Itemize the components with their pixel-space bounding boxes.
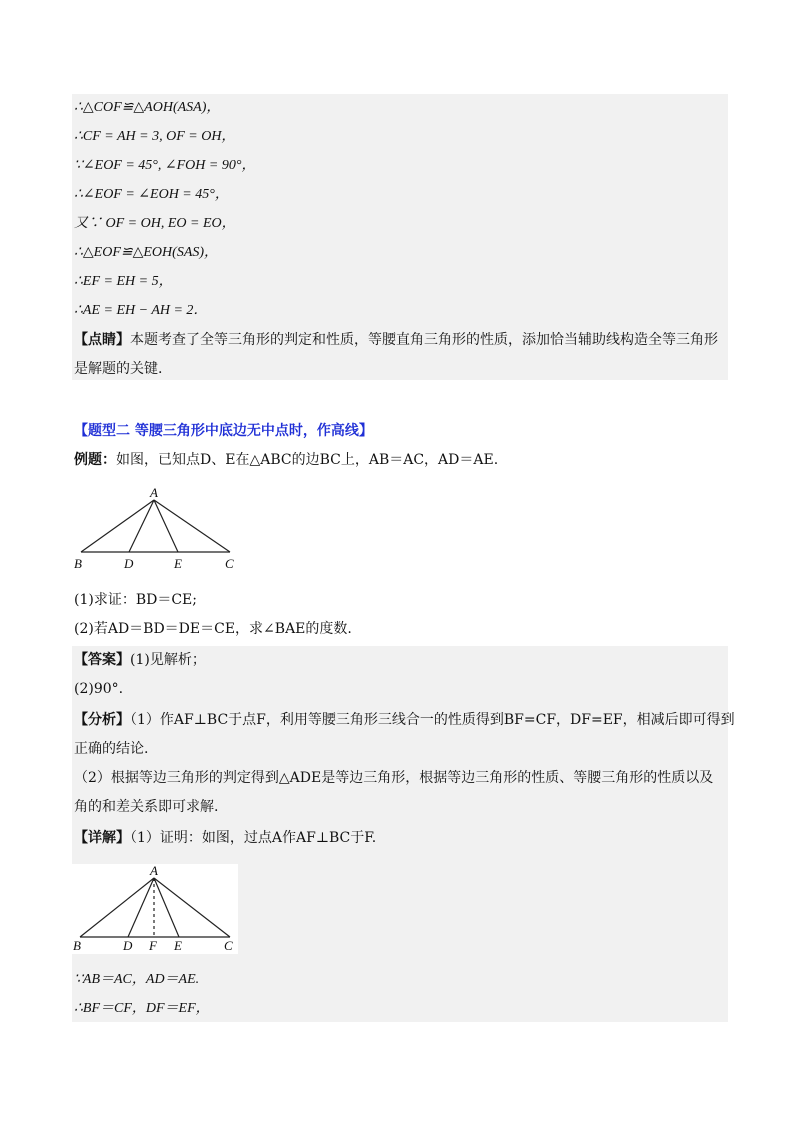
- proof-line: ∴BF＝CF，DF＝EF，: [74, 1001, 210, 1016]
- answer-line-1: [74, 650, 728, 670]
- proof-line: ∵AB＝AC，AD＝AE.: [74, 972, 200, 987]
- answer-text-1: (1)见解析；: [130, 652, 206, 668]
- proof-line: 又∵ OF = OH, EO = EO，: [74, 216, 236, 231]
- analysis-line-2: 正确的结论.: [74, 741, 149, 757]
- question-2: (2)若AD＝BD＝DE＝CE，求∠BAE的度数.: [74, 621, 352, 637]
- analysis-line-4: 角的和差关系即可求解.: [74, 799, 219, 815]
- segment-ad: [129, 500, 154, 552]
- example-label: 例题：: [74, 452, 116, 468]
- comment-line-1: [74, 330, 728, 350]
- comment-tag: 【点睛】: [74, 332, 130, 348]
- label-b: B: [74, 556, 82, 571]
- label-c: C: [225, 556, 234, 571]
- example-text: 如图，已知点D、E在△ABC的边BC上，AB＝AC，AD＝AE.: [116, 452, 499, 468]
- label-d: D: [124, 556, 134, 571]
- question-1: (1)求证：BD＝CE;: [74, 592, 197, 608]
- detail-line: [74, 828, 728, 848]
- answer-line-2: (2)90°.: [74, 681, 124, 697]
- label-b: B: [73, 938, 81, 953]
- triangle-figure-2: [72, 864, 238, 954]
- proof-line: ∴EF = EH = 5，: [74, 274, 173, 289]
- detail-tag: 【详解】: [74, 830, 130, 846]
- label-a: A: [150, 864, 158, 878]
- proof-line: ∴CF = AH = 3, OF = OH，: [74, 129, 236, 144]
- proof-line: ∴△COF≌△AOH(ASA)，: [74, 100, 221, 115]
- label-f: F: [149, 938, 157, 953]
- answer-tag: 【答案】: [74, 652, 130, 668]
- comment-text: 本题考查了全等三角形的判定和性质，等腰直角三角形的性质，添加恰当辅助线构造全等三角形: [130, 332, 718, 348]
- analysis-line-1: [74, 710, 735, 730]
- analysis-text-1: （1）作AF⊥BC于点F，利用等腰三角形三线合一的性质得到BF=CF，DF=EF，相减后即可得到: [130, 712, 735, 728]
- proof-line: ∴△EOF≌△EOH(SAS)，: [74, 245, 219, 260]
- triangle-figure-1: [72, 484, 242, 574]
- section-title: 【题型二 等腰三角形中底边无中点时，作高线】: [74, 423, 373, 439]
- analysis-line-3: （2）根据等边三角形的判定得到△ADE是等边三角形，根据等边三角形的性质、等腰三角形的性质以及: [74, 770, 714, 786]
- label-d: D: [123, 938, 133, 953]
- proof-line: ∴AE = EH − AH = 2．: [74, 303, 208, 318]
- detail-text: （1）证明：如图，过点A作AF⊥BC于F.: [130, 830, 377, 846]
- example-line: [74, 450, 728, 470]
- label-a: A: [150, 485, 158, 500]
- proof-line: ∴∠EOF = ∠EOH = 45°，: [74, 187, 229, 202]
- label-e: E: [174, 938, 182, 953]
- side-ab: [81, 500, 154, 552]
- label-c: C: [224, 938, 233, 953]
- comment-line-2: 是解题的关键.: [74, 361, 163, 377]
- analysis-tag: 【分析】: [74, 712, 130, 728]
- label-e: E: [174, 556, 182, 571]
- proof-line: ∵∠EOF = 45°, ∠FOH = 90°，: [74, 158, 256, 173]
